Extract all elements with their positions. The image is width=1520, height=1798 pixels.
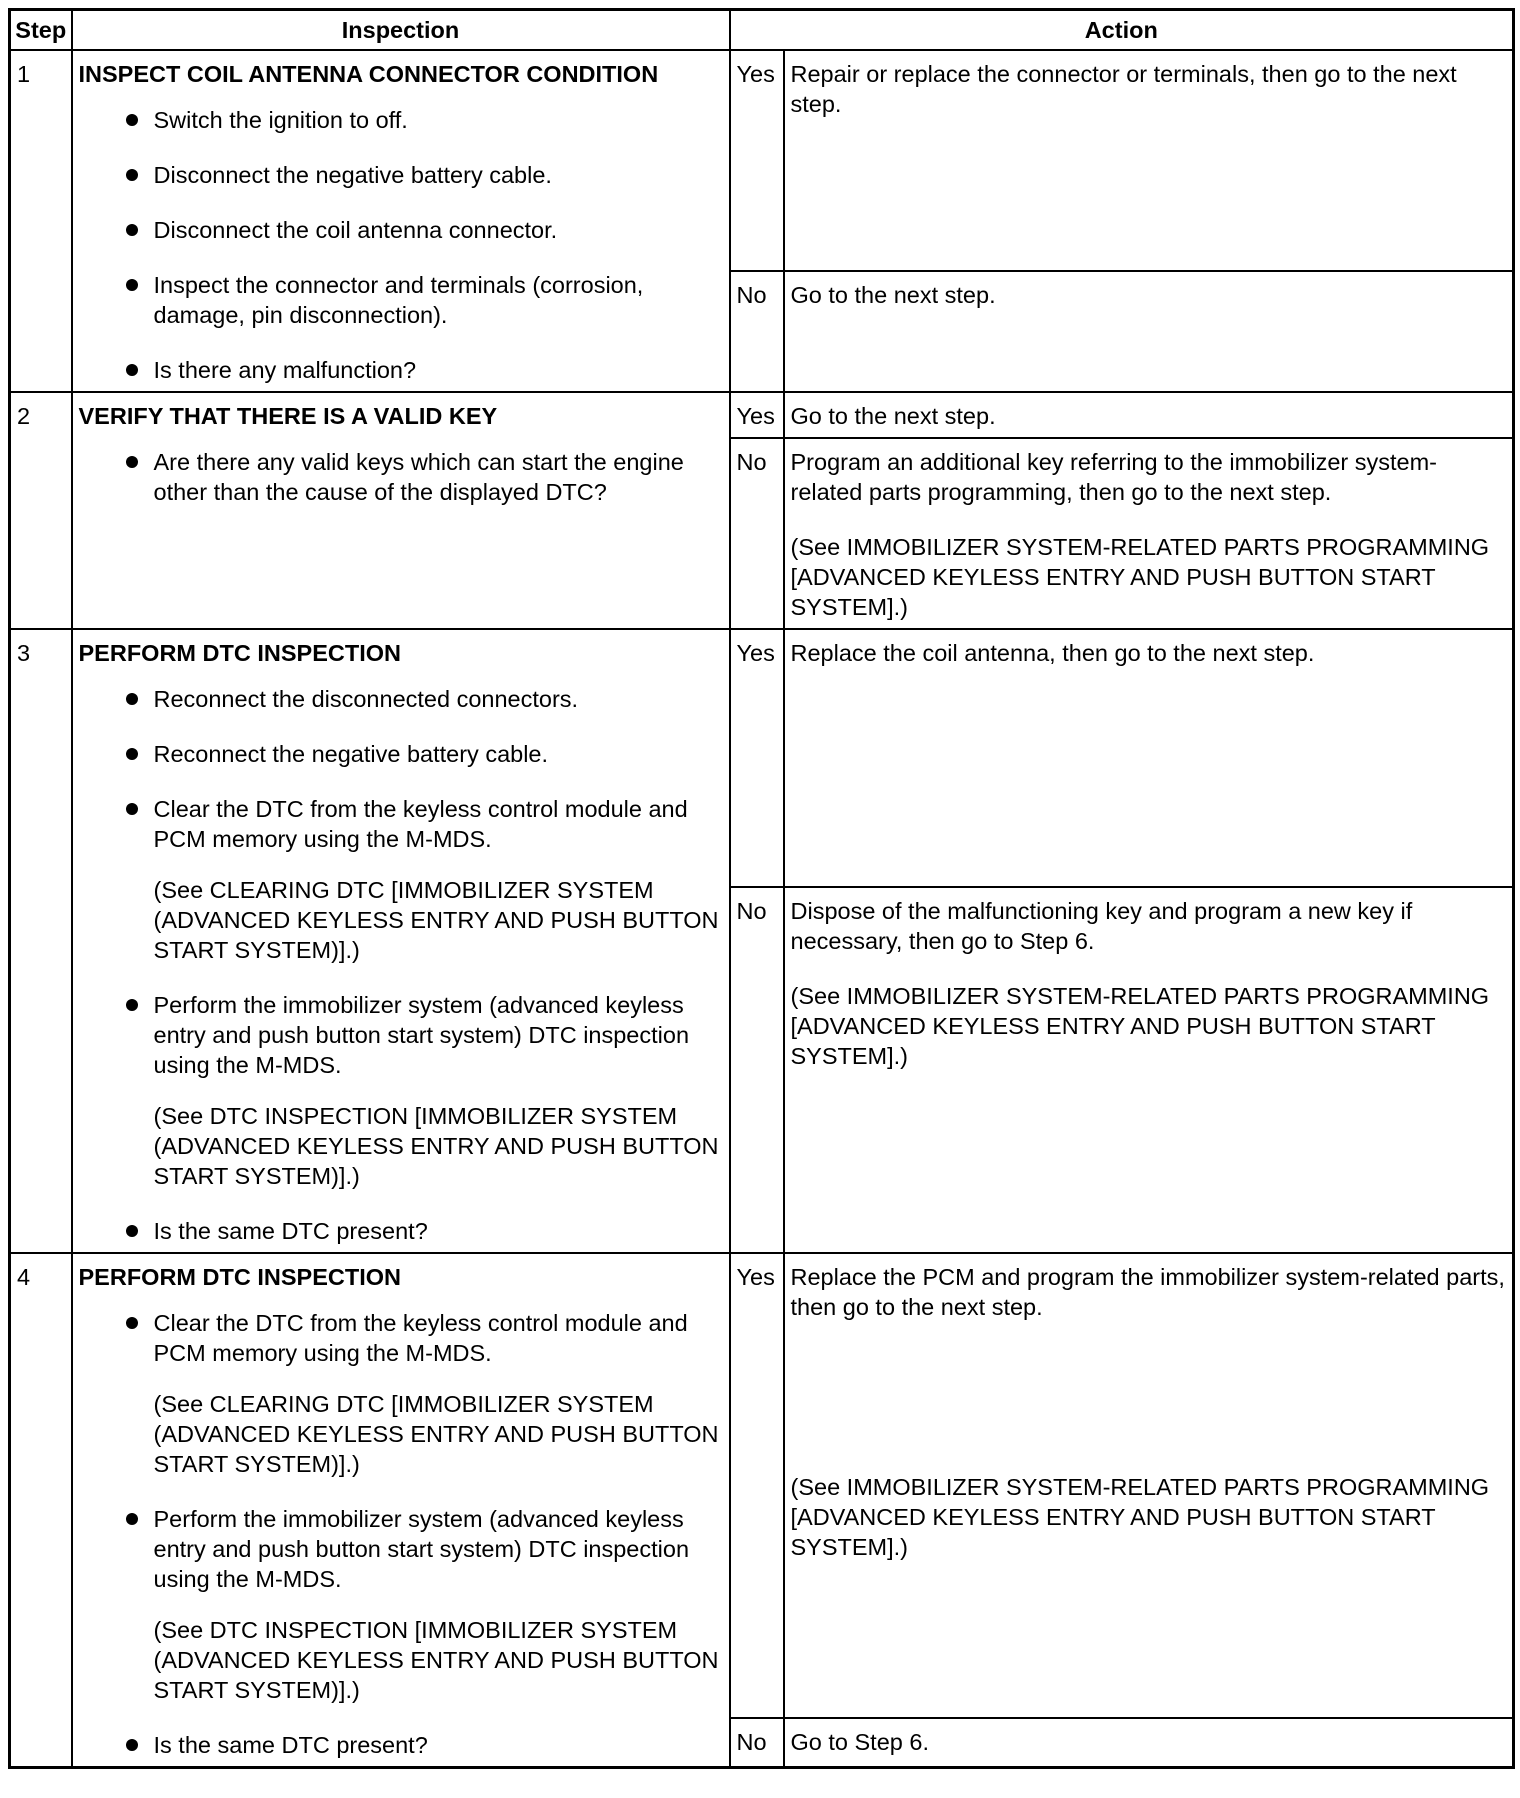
reference-note: (See DTC INSPECTION [IMMOBILIZER SYSTEM (ADVANCED KEYLESS ENTRY AND PUSH BUTTON START SYSTEM)].): [153, 1103, 719, 1189]
bullet-list: [79, 447, 723, 507]
step-row: [10, 50, 1514, 271]
step-number: 4: [10, 1253, 72, 1768]
bullet-item: Reconnect the disconnected connectors.: [79, 684, 723, 714]
step-title: PERFORM DTC INSPECTION: [78, 1264, 401, 1290]
action-reference: (See IMMOBILIZER SYSTEM-RELATED PARTS PROGRAMMING [ADVANCED KEYLESS ENTRY AND PUSH BUTTON START SYSTEM].): [790, 983, 1490, 1069]
bullet-item: Disconnect the coil antenna connector.: [79, 215, 723, 245]
reference-note: (See CLEARING DTC [IMMOBILIZER SYSTEM (ADVANCED KEYLESS ENTRY AND PUSH BUTTON START SYSTEM)].): [153, 1391, 719, 1477]
yes-label: Yes: [730, 392, 784, 438]
no-label: No: [730, 438, 784, 629]
bullet-list: [79, 1308, 723, 1368]
action-text: Go to the next step.: [790, 282, 996, 308]
step-title: INSPECT COIL ANTENNA CONNECTOR CONDITION: [78, 61, 659, 87]
yes-action: [784, 392, 1514, 438]
step-number: 2: [10, 392, 72, 629]
reference-note: (See CLEARING DTC [IMMOBILIZER SYSTEM (ADVANCED KEYLESS ENTRY AND PUSH BUTTON START SYSTEM)].): [153, 877, 719, 963]
no-label: No: [730, 1718, 784, 1768]
bullet-list: [79, 1730, 723, 1760]
bullet-item: Are there any valid keys which can start the engine other than the cause of the displayed DTC?: [79, 447, 723, 507]
action-text: Go to Step 6.: [790, 1729, 929, 1755]
bullet-list: [79, 990, 723, 1080]
yes-label: Yes: [730, 50, 784, 271]
bullet-item: Is the same DTC present?: [79, 1216, 723, 1246]
bullet-item: Reconnect the negative battery cable.: [79, 739, 723, 769]
bullet-item: Perform the immobilizer system (advanced keyless entry and push button start system) DTC inspection using the M-MDS.: [79, 990, 723, 1080]
no-label: No: [730, 887, 784, 1253]
bullet-item: Perform the immobilizer system (advanced keyless entry and push button start system) DTC inspection using the M-MDS.: [79, 1504, 723, 1594]
bullet-list: [79, 105, 723, 385]
header-action: Action: [730, 10, 1514, 51]
action-text: Repair or replace the connector or terminals, then go to the next step.: [790, 61, 1457, 117]
action-text: Go to the next step.: [790, 403, 996, 429]
action-reference: (See IMMOBILIZER SYSTEM-RELATED PARTS PROGRAMMING [ADVANCED KEYLESS ENTRY AND PUSH BUTTON START SYSTEM].): [790, 1474, 1490, 1560]
bullet-item: Is there any malfunction?: [79, 355, 723, 385]
no-label: No: [730, 271, 784, 392]
header-row: [10, 10, 1514, 51]
bullet-item: Is the same DTC present?: [79, 1730, 723, 1760]
no-action: [784, 887, 1514, 1253]
step-title: VERIFY THAT THERE IS A VALID KEY: [78, 403, 498, 429]
bullet-list: [79, 1504, 723, 1594]
step-number: 1: [10, 50, 72, 392]
yes-action: [784, 50, 1514, 271]
bullet-item: Disconnect the negative battery cable.: [79, 160, 723, 190]
inspection-cell: [72, 50, 730, 392]
header-inspection: Inspection: [72, 10, 730, 51]
no-action: [784, 438, 1514, 629]
diagnostic-procedure: [8, 8, 1512, 1769]
action-reference: (See IMMOBILIZER SYSTEM-RELATED PARTS PROGRAMMING [ADVANCED KEYLESS ENTRY AND PUSH BUTTON START SYSTEM].): [790, 534, 1490, 620]
bullet-item: Inspect the connector and terminals (corrosion, damage, pin disconnection).: [79, 270, 723, 330]
inspection-cell: [72, 1253, 730, 1768]
step-row: [10, 1253, 1514, 1718]
step-row: [10, 392, 1514, 438]
bullet-item: Clear the DTC from the keyless control module and PCM memory using the M-MDS.: [79, 794, 723, 854]
header-step: Step: [10, 10, 72, 51]
yes-label: Yes: [730, 629, 784, 887]
step-title: PERFORM DTC INSPECTION: [78, 640, 401, 666]
reference-note: (See DTC INSPECTION [IMMOBILIZER SYSTEM (ADVANCED KEYLESS ENTRY AND PUSH BUTTON START SYSTEM)].): [153, 1617, 719, 1703]
no-action: [784, 1718, 1514, 1768]
step-row: [10, 629, 1514, 887]
yes-action: [784, 1253, 1514, 1718]
action-text: Replace the coil antenna, then go to the next step.: [790, 640, 1315, 666]
bullet-item: Clear the DTC from the keyless control module and PCM memory using the M-MDS.: [79, 1308, 723, 1368]
action-text: Program an additional key referring to the immobilizer system-related parts programming, then go to the next step.: [790, 449, 1438, 505]
action-text: Dispose of the malfunctioning key and program a new key if necessary, then go to Step 6.: [790, 898, 1413, 954]
bullet-list: [79, 1216, 723, 1246]
inspection-cell: [72, 392, 730, 629]
diagnostic-table: [8, 8, 1515, 1769]
yes-action: [784, 629, 1514, 887]
bullet-list: [79, 684, 723, 854]
action-text: Replace the PCM and program the immobilizer system-related parts, then go to the next step.: [790, 1264, 1505, 1320]
step-number: 3: [10, 629, 72, 1253]
inspection-cell: [72, 629, 730, 1253]
no-action: [784, 271, 1514, 392]
bullet-item: Switch the ignition to off.: [79, 105, 723, 135]
yes-label: Yes: [730, 1253, 784, 1718]
